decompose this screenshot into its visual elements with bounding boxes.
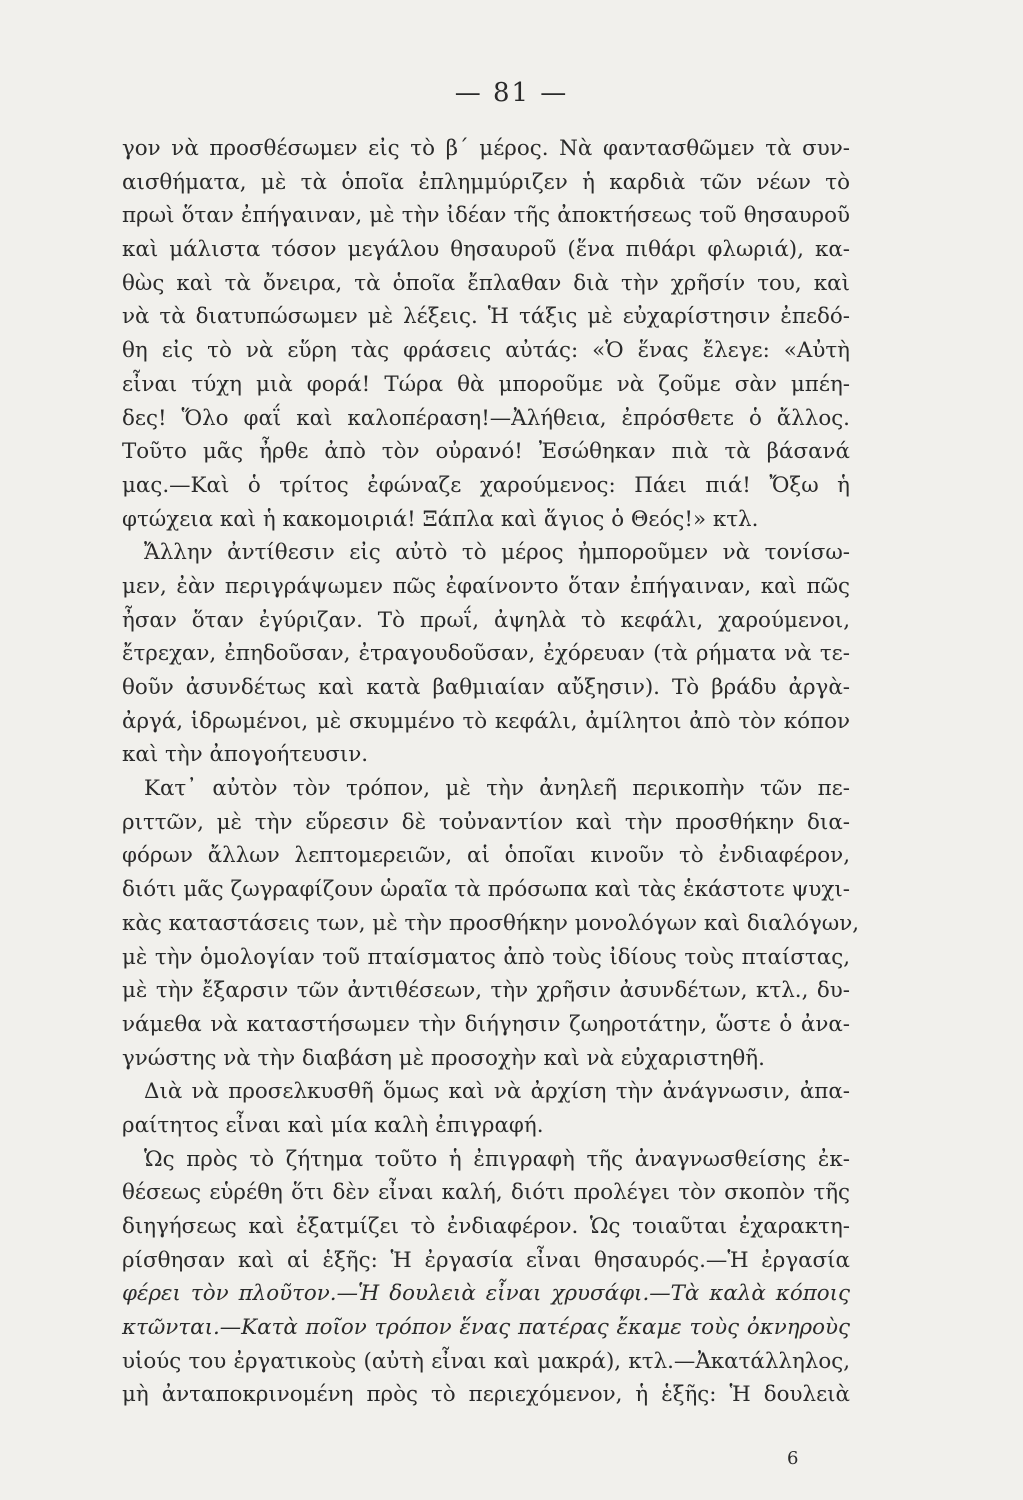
text-line: κτῶνται.—Κατὰ ποῖον τρόπον ἕνας πατέρας ἔκαμε τοὺς ὀκνηροὺς: [122, 1315, 850, 1341]
text-line: πρωὶ ὅταν ἐπήγαιναν, μὲ τὴν ἰδέαν τῆς ἀποκτήσεως τοῦ θησαυροῦ: [122, 203, 850, 229]
text-line: καὶ μάλιστα τόσον μεγάλου θησαυροῦ (ἕνα πιθάρι φλωριά), κα-: [122, 237, 850, 263]
text-line: ἔτρεχαν, ἐπηδοῦσαν, ἐτραγουδοῦσαν, ἐχόρευαν (τὰ ρήματα νὰ τε-: [122, 641, 850, 667]
text-line: Ὡς πρὸς τὸ ζήτημα τοῦτο ἡ ἐπιγραφὴ τῆς ἀναγνωσθείσης ἐκ-: [144, 1146, 850, 1172]
signature-mark: 6: [787, 1448, 799, 1469]
text-line: ριττῶν, μὲ τὴν εὕρεσιν δὲ τοὐναντίον καὶ τὴν προσθήκην δια-: [122, 809, 850, 835]
page-number: — 81 —: [454, 78, 569, 108]
text-line: γον νὰ προσθέσωμεν εἰς τὸ β΄ μέρος. Νὰ φαντασθῶμεν τὰ συν-: [122, 136, 850, 161]
body-text: [122, 132, 860, 1412]
text-line: μεν, ἐὰν περιγράψωμεν πῶς ἐφαίνοντο ὅταν ἐπήγαιναν, καὶ πῶς: [122, 573, 850, 599]
text-line: ραίτητος εἶναι καὶ μία καλὴ ἐπιγραφή.: [122, 1112, 544, 1138]
text-line: υἱούς του ἐργατικοὺς (αὐτὴ εἶναι καὶ μακρά), κτλ.—Ἀκατάλληλος,: [122, 1348, 850, 1374]
text-line: δες! Ὅλο φαΐ καὶ καλοπέραση!—Ἀλήθεια, ἐπρόσθετε ὁ ἄλλος.: [122, 405, 850, 431]
text-line: φέρει τὸν πλοῦτον.—Ἡ δουλειὰ εἶναι χρυσάφι.—Τὰ καλὰ κόποις: [122, 1281, 850, 1307]
text-line: εἶναι τύχη μιὰ φορά! Τώρα θὰ μποροῦμε νὰ ζοῦμε σὰν μπέη-: [122, 371, 850, 397]
text-line: ἀργά, ἱδρωμένοι, μὲ σκυμμένο τὸ κεφάλι, ἀμίλητοι ἀπὸ τὸν κόπον: [122, 708, 850, 734]
text-line: καὶ τὴν ἀπογοήτευσιν.: [122, 742, 369, 768]
text-line: μας.—Καὶ ὁ τρίτος ἐφώναζε χαρούμενος: Πάει πιά! Ὄξω ἡ: [122, 472, 850, 498]
text-line: ρίσθησαν καὶ αἱ ἑξῆς: Ἡ ἐργασία εἶναι θησαυρός.—Ἡ ἐργασία: [122, 1247, 850, 1273]
text-line: φτώχεια καὶ ἡ κακομοιριά! Ξάπλα καὶ ἅγιος ὁ Θεός!» κτλ.: [122, 506, 759, 532]
text-line: Κατ᾽ αὐτὸν τὸν τρόπον, μὲ τὴν ἀνηλεῆ περικοπὴν τῶν πε-: [144, 776, 850, 802]
text-line: Διὰ νὰ προσελκυσθῆ ὅμως καὶ νὰ ἀρχίση τὴν ἀνάγνωσιν, ἀπα-: [144, 1079, 850, 1105]
text-line: θέσεως εὑρέθη ὅτι δὲν εἶναι καλή, διότι προλέγει τὸν σκοπὸν τῆς: [122, 1180, 850, 1206]
text-line: νάμεθα νὰ καταστήσωμεν τὴν διήγησιν ζωηροτάτην, ὥστε ὁ ἀνα-: [122, 1011, 850, 1037]
text-line: αισθήματα, μὲ τὰ ὁποῖα ἐπλημμύριζεν ἡ καρδιὰ τῶν νέων τὸ: [122, 169, 850, 195]
text-line: θὼς καὶ τὰ ὄνειρα, τὰ ὁποῖα ἔπλαθαν διὰ τὴν χρῆσίν του, καὶ: [122, 270, 850, 296]
text-line: ἦσαν ὅταν ἐγύριζαν. Τὸ πρωΐ, ἀψηλὰ τὸ κεφάλι, χαρούμενοι,: [122, 607, 850, 633]
text-line: διότι μᾶς ζωγραφίζουν ὡραῖα τὰ πρόσωπα καὶ τὰς ἑκάστοτε ψυχι-: [122, 877, 850, 903]
text-line: φόρων ἄλλων λεπτομερειῶν, αἱ ὁποῖαι κινοῦν τὸ ἐνδιαφέρον,: [122, 843, 850, 869]
text-line: Τοῦτο μᾶς ἦρθε ἀπὸ τὸν οὐρανό! Ἐσώθηκαν πιὰ τὰ βάσανά: [122, 439, 850, 465]
text-line: θη εἰς τὸ νὰ εὕρη τὰς φράσεις αὐτάς: «Ὁ ἕνας ἔλεγε: «Αὐτὴ: [122, 338, 850, 364]
text-line: κὰς καταστάσεις των, μὲ τὴν προσθήκην μονολόγων καὶ διαλόγων,: [122, 910, 860, 936]
text-line: διηγήσεως καὶ ἐξατμίζει τὸ ἐνδιαφέρον. Ὡς τοιαῦται ἐχαρακτη-: [122, 1214, 850, 1239]
text-line: μὲ τὴν ὁμολογίαν τοῦ πταίσματος ἀπὸ τοὺς ἰδίους τοὺς πταίστας,: [122, 944, 850, 970]
text-line: Ἄλλην ἀντίθεσιν εἰς αὐτὸ τὸ μέρος ἠμποροῦμεν νὰ τονίσω-: [144, 540, 850, 566]
text-line: μὲ τὴν ἔξαρσιν τῶν ἀντιθέσεων, τὴν χρῆσιν ἀσυνδέτων, κτλ., δυ-: [122, 978, 850, 1004]
text-line: θοῦν ἀσυνδέτως καὶ κατὰ βαθμιαίαν αὔξησιν). Τὸ βράδυ ἀργὰ-: [122, 675, 850, 700]
text-line: μὴ ἀνταποκρινομένη πρὸς τὸ περιεχόμενον, ἡ ἑξῆς: Ἡ δουλειὰ: [122, 1382, 850, 1408]
text-line: γνώστης νὰ τὴν διαβάση μὲ προσοχὴν καὶ νὰ εὐχαριστηθῆ.: [122, 1045, 765, 1071]
text-line: νὰ τὰ διατυπώσωμεν μὲ λέξεις. Ἡ τάξις μὲ εὐχαρίστησιν ἐπεδό-: [122, 304, 850, 330]
